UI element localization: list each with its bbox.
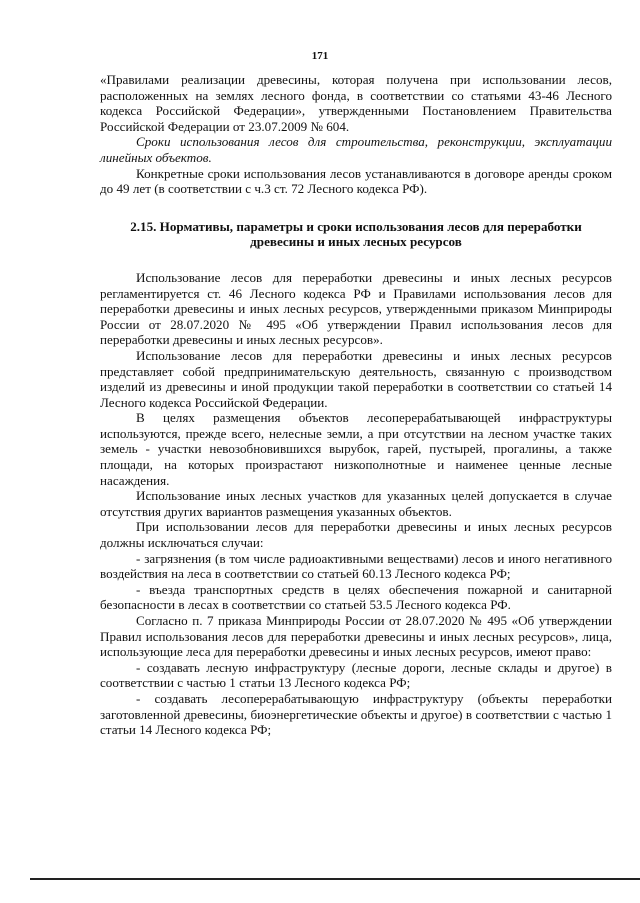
paragraph-rights-intro: Согласно п. 7 приказа Минприроды России от 28.07.2020 № 495 «Об утверждении Правил использования лесов для переработки древесины и иных лесных ресурсов», лица, использующие леса для переработки древесины и иных лесных ресурсов, имеют право: bbox=[100, 613, 612, 660]
page-number: 171 bbox=[311, 50, 329, 62]
section-heading: 2.15. Нормативы, параметры и сроки использования лесов для переработки древесины и иных лесных ресурсов bbox=[130, 218, 582, 250]
list-item-processing-infrastructure: - создавать лесоперерабатывающую инфраструктуру (объекты переработки заготовленной древесины, биоэнергетические объекты и другое) в соответствии с частью 1 статьи 14 Лесного кодекса РФ; bbox=[100, 690, 612, 738]
paragraph-infrastructure-placement: В целях размещения объектов лесоперерабатывающей инфраструктуры используются, прежде всего, нелесные земли, а при отсутствии на лесном участке таких земель - участки невозобновившихся вырубок, гарей, пустырей, прогалины, а также площади, на которых произрастают низкополнотные и наименее ценные лесные насаждения. bbox=[100, 410, 612, 488]
paragraph-italic-terms: Сроки использования лесов для строительства, реконструкции, эксплуатации линейных объектов. bbox=[100, 134, 612, 165]
paragraph-exclusions-intro: При использовании лесов для переработки древесины и иных лесных ресурсов должны исключаться случаи: bbox=[100, 519, 612, 551]
paragraph-lease-terms: Конкретные сроки использования лесов устанавливаются в договоре аренды сроком до 49 лет (в соответствии с ч.3 ст. 72 Лесного кодекса РФ). bbox=[100, 165, 612, 197]
paragraph-other-plots: Использование иных лесных участков для указанных целей допускается в случае отсутствия других вариантов размещения указанных объектов. bbox=[100, 488, 612, 519]
paragraph-regulation: Использование лесов для переработки древесины и иных лесных ресурсов регламентируется ст. 46 Лесного кодекса РФ и Правилами использования лесов для переработки древесины и иных лесных ресурсов, утвержденными приказом Минприроды России от 28.07.2020 № 495 «Об утверждении Правил использования лесов для переработки древесины и иных лесных ресурсов». bbox=[100, 269, 612, 348]
paragraph-business-activity: Использование лесов для переработки древесины и иных лесных ресурсов представляет собой предпринимательскую деятельность, связанную с производством изделий из древесины и иной продукции такой переработки в соответствии со статьей 14 Лесного кодекса Российской Федерации. bbox=[100, 347, 612, 410]
list-item-forest-infrastructure: - создавать лесную инфраструктуру (лесные дороги, лесные склады и другое) в соответствии с частью 1 статьи 13 Лесного кодекса РФ; bbox=[100, 659, 612, 691]
paragraph-rules-reference: «Правилами реализации древесины, которая получена при использовании лесов, расположенных на землях лесного фонда, в соответствии со статьями 43-46 Лесного кодекса Российской Федерации», утвержденными Постановлением Правительства Российской Федерации от 23.07.2009 № 604. bbox=[100, 72, 612, 134]
list-item-pollution: - загрязнения (в том числе радиоактивными веществами) лесов и иного негативного воздействия на леса в соответствии со статьей 60.13 Лесного кодекса РФ; bbox=[100, 550, 612, 582]
document-body bbox=[100, 72, 612, 738]
page-bottom-divider bbox=[30, 878, 640, 880]
list-item-vehicle-entry: - въезда транспортных средств в целях обеспечения пожарной и санитарной безопасности в лесах в соответствии со статьей 53.5 Лесного кодекса РФ. bbox=[100, 581, 612, 613]
